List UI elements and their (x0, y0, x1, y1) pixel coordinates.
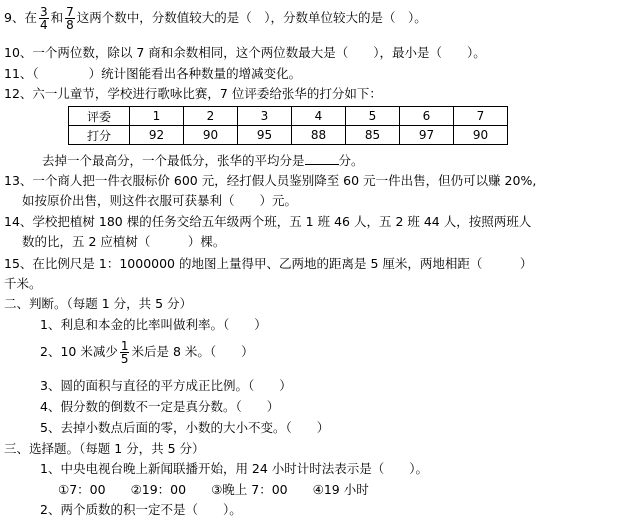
choice-question-2: 2、两个质数的积一定不是（ ）。 (40, 502, 242, 517)
question-14-line1: 14、学校把植树 180 棵的任务交给五年级两个班，五 1 班 46 人，五 2 班 44 人，按照两班人 (4, 214, 532, 229)
question-12: 12、六一儿童节，学校进行歌咏比赛，7 位评委给张华的打分如下： (4, 86, 382, 101)
answer-blank[interactable] (305, 152, 339, 165)
question-15-line1: 15、在比例尺是 1：1000000 的地图上量得甲、乙两地的距离是 5 厘米，两地相距（ ） (4, 256, 533, 271)
question-11: 11、（ ）统计图能看出各种数量的增减变化。 (4, 66, 302, 81)
question-13-line2: 如按原价出售，则这件衣服可获暴利（ ）元。 (22, 193, 298, 208)
section-3-title: 三、选择题。（每题 1 分，共 5 分） (4, 441, 205, 456)
question-14-line2: 数的比，五 2 应植树（ ）棵。 (22, 234, 226, 249)
judge-item-5: 5、去掉小数点后面的零，小数的大小不变。（ ） (40, 420, 330, 435)
judge-item-3: 3、圆的面积与直径的平方成正比例。（ ） (40, 378, 292, 393)
question-15-line2: 千米。 (4, 276, 42, 291)
choice-question-1: 1、中央电视台晚上新闻联播开始，用 24 小时计时法表示是（ ）。 (40, 461, 429, 476)
judge-item-2: 2、10 米减少 $\frac{1}{5}$ 米后是 8 米。（ ） (40, 339, 254, 366)
choice-question-1-options: ①7：00 ②19：00 ③晚上 7：00 ④19 小时 (58, 482, 369, 497)
fraction: $\frac{7}{8}$ (66, 5, 74, 32)
fraction: $\frac{3}{4}$ (39, 5, 48, 32)
fraction: $\frac{1}{5}$ (120, 339, 129, 366)
judge-item-1: 1、利息和本金的比率叫做利率。（ ） (40, 317, 267, 332)
question-10: 10、一个两位数，除以 7 商和余数相同，这个两位数最大是（ ），最小是（ ）。 (4, 45, 486, 60)
score-table (68, 106, 508, 145)
question-12-follow: 去掉一个最高分，一个最低分，张华的平均分是 分。 (42, 153, 364, 168)
question-13-line1: 13、一个商人把一件衣服标价 600 元，经打假人员鉴别降至 60 元一件出售，但仍可以赚 20%, (4, 173, 537, 188)
question-9: 9、在 $\frac{3}{4}$ 和 $\frac{7}{8}$ 这两个数中，分数值较大的是（ ），分数单位较大的是（ ）。 (4, 5, 427, 32)
table-row: 打分 92 90 95 88 85 97 90 (69, 126, 508, 145)
table-row: 评委 1 2 3 4 5 6 7 (69, 107, 508, 126)
section-2-title: 二、判断。（每题 1 分，共 5 分） (4, 296, 193, 311)
judge-item-4: 4、假分数的倒数不一定是真分数。（ ） (40, 399, 280, 414)
